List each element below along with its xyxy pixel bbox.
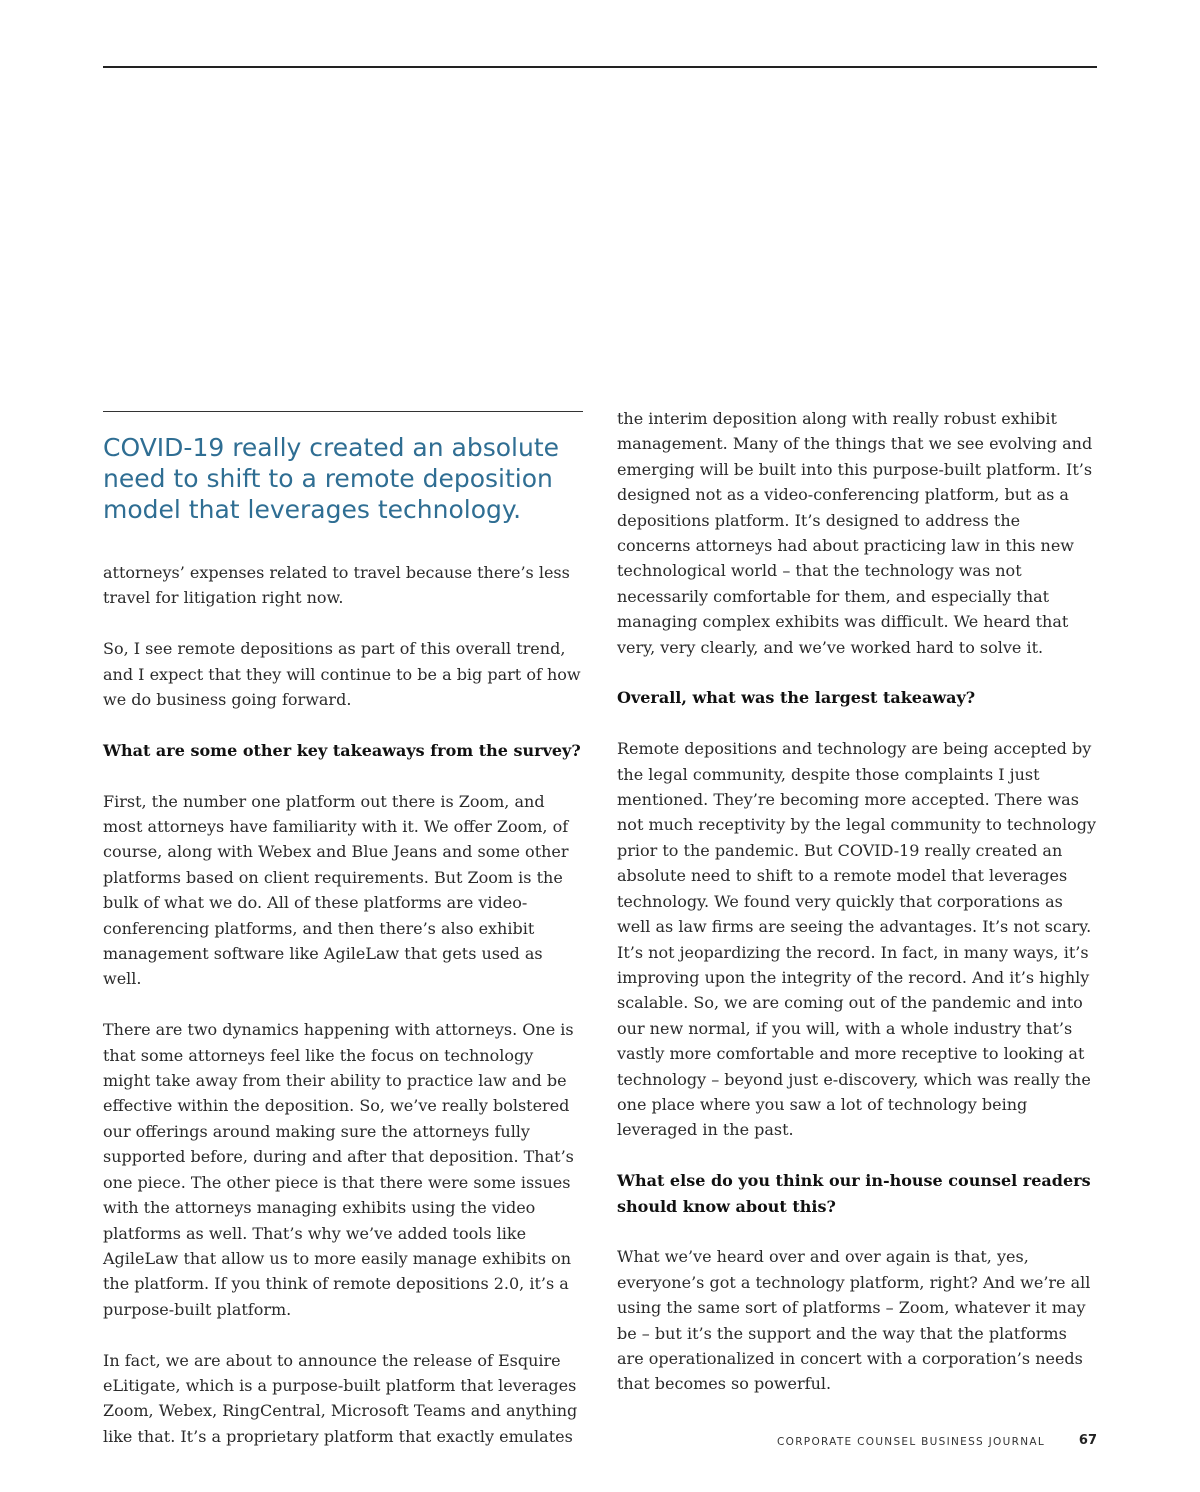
pullquote-rule [103, 411, 583, 412]
pullquote: COVID-19 really created an absolute need to shift to a remote deposition model that leverages technology. [103, 433, 560, 524]
paragraph: the interim deposition along with really robust exhibit management. Many of the things that we see evolving and emerging will be built into this purpose-built platform. It’s designed not as a video-conferencing platform, but as a depositions platform. It’s designed to address the concerns attorneys had about practicing law in this new technological world – that the technology was not necessarily comfortable for them, and especially that managing complex exhibits was difficult. We heard that very, very clearly, and we’ve worked hard to solve it. [617, 409, 1093, 657]
paragraph: There are two dynamics happening with attorneys. One is that some attorneys feel like the focus on technology might take away from their ability to practice law and be effective within the deposition. So, we’ve really bolstered our offerings around making sure the attorneys fully supported before, during and after that deposition. That’s one piece. The other piece is that there were some issues with the attorneys managing exhibits using the video platforms as well. That’s why we’ve added tools like AgileLaw that allow us to more easily manage exhibits on the platform. If you think of remote depositions 2.0, it’s a purpose-built platform. [103, 1020, 574, 1319]
page-number: 67 [1078, 1433, 1097, 1448]
top-rule [103, 66, 1097, 68]
interview-question: Overall, what was the largest takeaway? [617, 688, 976, 708]
footer-journal-title: CORPORATE COUNSEL BUSINESS JOURNAL [777, 1436, 1045, 1448]
interview-question: What are some other key takeaways from the survey? [103, 740, 581, 760]
paragraph: Remote depositions and technology are being accepted by the legal community, despite those complaints I just mentioned. They’re becoming more accepted. There was not much receptivity by the legal community to technology prior to the pandemic. But COVID-19 really created an absolute need to shift to a remote model that leverages technology. We found very quickly that corporations as well as law firms are seeing the advantages. It’s not scary. It’s not jeopardizing the record. In fact, in many ways, it’s improving upon the integrity of the record. And it’s highly scalable. So, we are coming out of the pandemic and into our new normal, if you will, with a whole industry that’s vastly more comfortable and more receptive to looking at technology – beyond just e-discovery, which was really the one place where you saw a lot of technology being leveraged in the past. [617, 739, 1097, 1140]
paragraph: attorneys’ expenses related to travel because there’s less travel for litigation right now. [103, 563, 570, 608]
paragraph: So, I see remote depositions as part of this overall trend, and I expect that they will continue to be a big part of how we do business going forward. [103, 639, 581, 710]
paragraph: First, the number one platform out there is Zoom, and most attorneys have familiarity with it. We offer Zoom, of course, along with Webex and Blue Jeans and some other platforms based on client requirements. But Zoom is the bulk of what we do. All of these platforms are video-conferencing platforms, and then there’s also exhibit management software like AgileLaw that gets used as well. [103, 791, 569, 989]
left-column [103, 560, 583, 1449]
paragraph: In fact, we are about to announce the release of Esquire eLitigate, which is a purpose-built platform that leverages Zoom, Webex, RingCentral, Microsoft Teams and anything like that. It’s a proprietary platform that exactly emulates [103, 1350, 578, 1446]
paragraph: What we’ve heard over and over again is that, yes, everyone’s got a technology platform, right? And we’re all using the same sort of platforms – Zoom, whatever it may be – but it’s the support and the way that the platforms are operationalized in concert with a corporation’s needs that becomes so powerful. [617, 1247, 1091, 1394]
right-column [617, 406, 1097, 1397]
interview-question: What else do you think our in-house counsel readers should know about this? [617, 1171, 1091, 1216]
